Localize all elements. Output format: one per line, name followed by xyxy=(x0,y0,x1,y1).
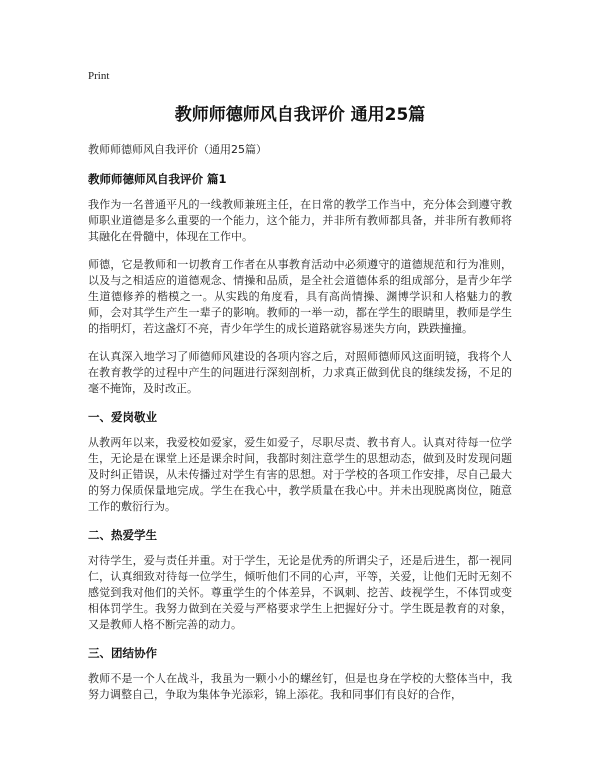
section-heading-dedication: 一、爱岗敬业 xyxy=(88,410,157,424)
paragraph: 从教两年以来，我爱校如爱家，爱生如爱子，尽职尽责、教书育人。认真对待每一位学生，无论是在课堂上还是课余时间，我都时刻注意学生的思想动态，做到及时发现问题及时纠正错误，从未传播过对学生有害的思想。对于学校的各项工作安排，尽自己最大的努力保质保量地完成。学生在我心中，教学质量在我心中。并未出现脱离岗位，随意工作的敷衍行为。 xyxy=(88,436,512,513)
paragraph: 在认真深入地学习了师德师风建设的各项内容之后，对照师德师风这面明镜，我将个人在教育教学的过程中产生的问题进行深刻剖析，力求真正做到优良的继续发扬，不足的毫不掩饰，及时改正。 xyxy=(88,350,512,395)
section-heading-love-students: 二、热爱学生 xyxy=(88,528,157,542)
document-subtitle: 教师师德师风自我评价（通用25篇） xyxy=(88,143,267,156)
document-title: 教师师德师风自我评价 通用25篇 xyxy=(174,105,426,125)
section-heading-teamwork: 三、团结协作 xyxy=(88,646,157,660)
section-heading-article1: 教师师德师风自我评价 篇1 xyxy=(88,172,227,186)
paragraph: 对待学生，爱与责任并重。对于学生，无论是优秀的所谓尖子，还是后进生，都一视同仁，认真细致对待每一位学生，倾听他们不同的心声，平等，关爱，让他们无时无刻不感觉到我对他们的关怀。尊重学生的个体差异，不讽刺、挖苦、歧视学生，不体罚或变相体罚学生。我努力做到在关爱与严格要求学生上把握好分寸。学生既是教育的对象，又是教师人格不断完善的动力。 xyxy=(88,554,512,631)
print-label: Print xyxy=(88,70,110,82)
paragraph: 教师不是一个人在战斗，我虽为一颗小小的螺丝钉，但是也身在学校的大整体当中，我努力调整自己，争取为集体争光添彩，锦上添花。我和同事们有良好的合作， xyxy=(88,672,512,701)
paragraph: 我作为一名普通平凡的一线教师兼班主任，在日常的教学工作当中，充分体会到遵守教师职业道德是多么重要的一个能力，这个能力，并非所有教师都具备，并非所有教师将其融化在骨髓中，体现在工作中。 xyxy=(88,198,512,243)
paragraph: 师德，它是教师和一切教育工作者在从事教育活动中必须遵守的道德规范和行为准则，以及与之相适应的道德观念、情操和品质，是全社会道德体系的组成部分，是青少年学生道德修养的楷模之一。从实践的角度看，具有高尚情操、渊博学识和人格魅力的教师，会对其学生产生一辈子的影响。教师的一举一动，都在学生的眼睛里，教师是学生的指明灯，若这盏灯不亮，青少年学生的成长道路就容易迷失方向，跌跌撞撞。 xyxy=(88,258,512,335)
